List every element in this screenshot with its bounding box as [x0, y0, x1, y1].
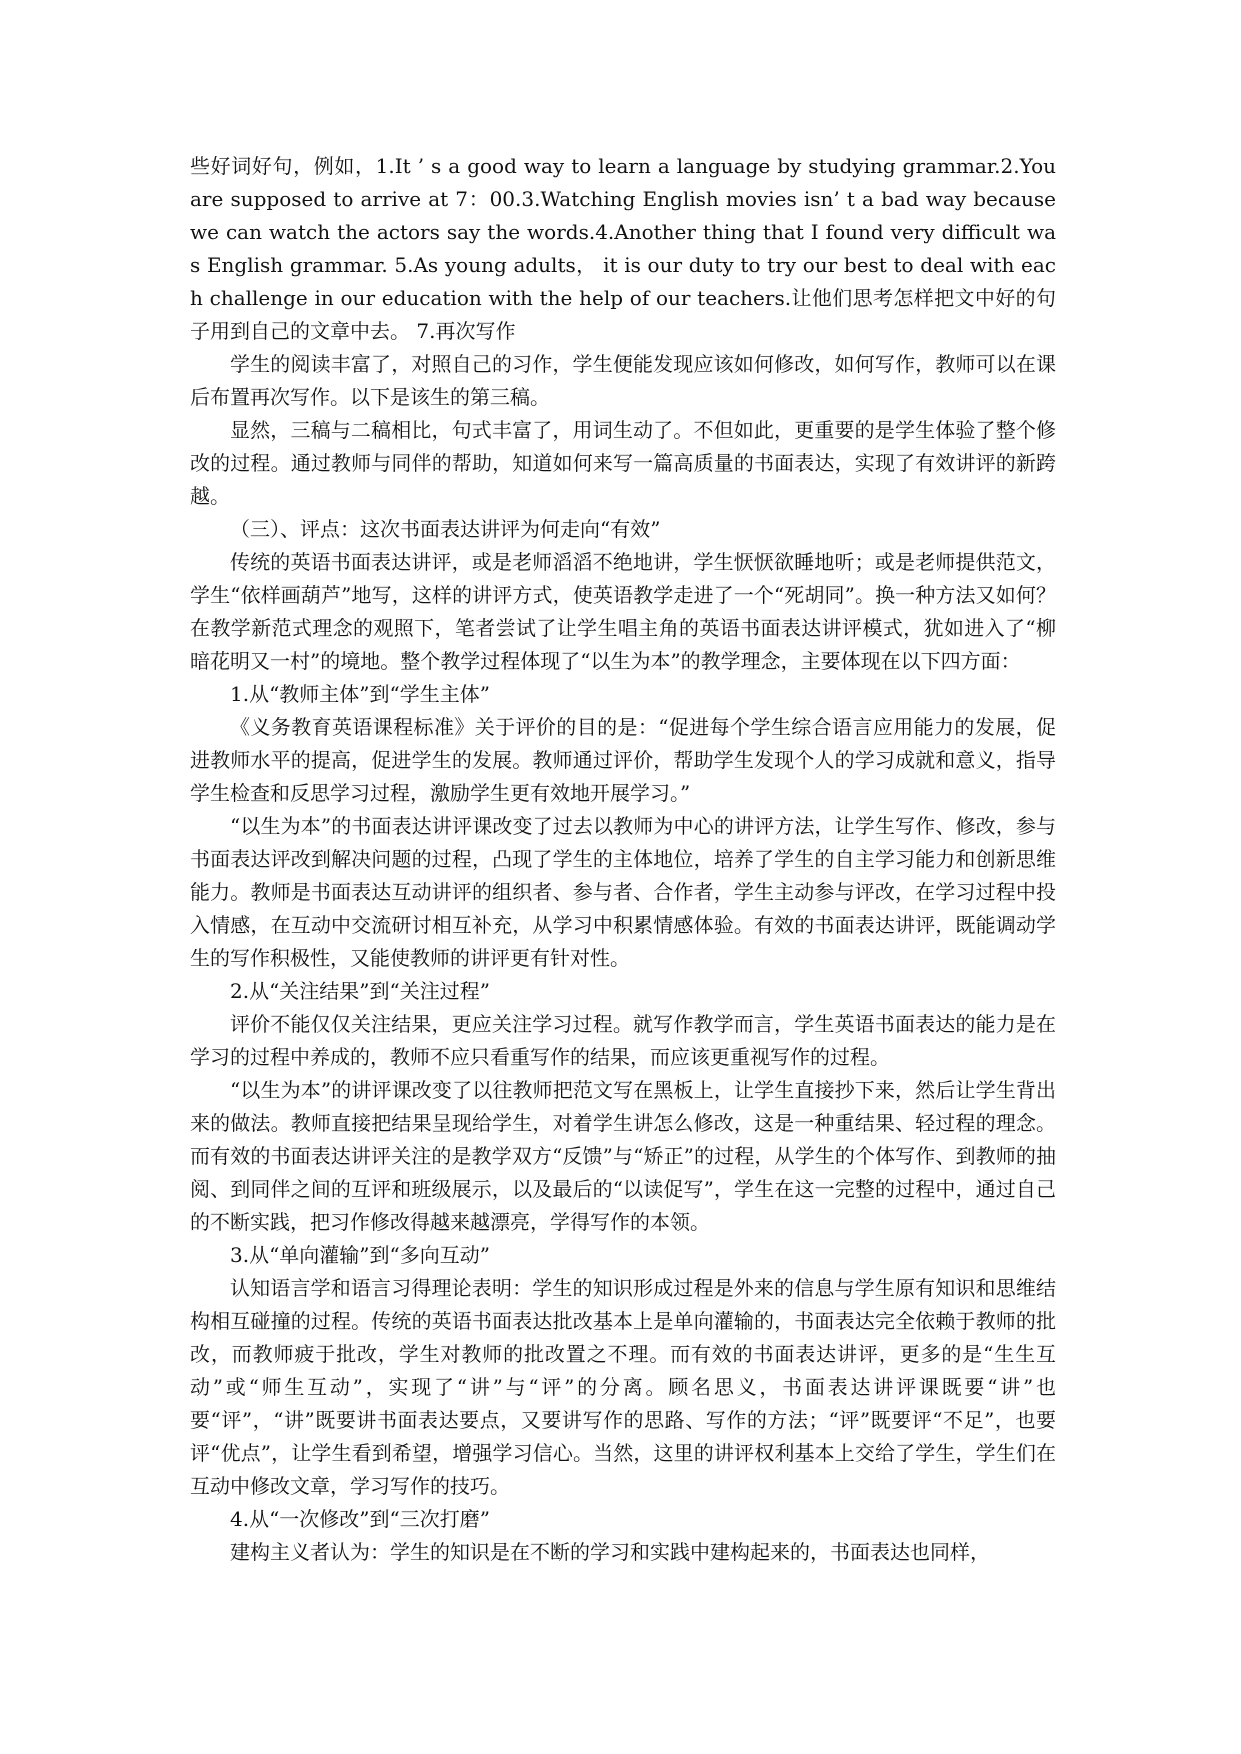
- paragraph-example-sentences: 些好词好句，例如，1.It ’ s a good way to learn a language by studying grammar.2.You are supposed to arrive at 7：00.3.Watching English movies isn’ t a bad way because we can watch the actors say the words.4.Another thing that I found very difficult was English grammar. 5.As young adults， it is our duty to try our best to deal with each challenge in our education with the help of our teachers.让他们思考怎样把文中好的句子用到自己的文章中去。 7.再次写作: [190, 154, 1056, 343]
- section-heading-comment: （三）、评点：这次书面表达讲评为何走向“有效”: [230, 517, 661, 541]
- subheading-teacher-to-student: 1.从“教师主体”到“学生主体”: [230, 682, 490, 706]
- subheading-interaction: 3.从“单向灌输”到“多向互动”: [230, 1243, 490, 1267]
- paragraph-constructivism: 建构主义者认为：学生的知识是在不断的学习和实践中建构起来的，书面表达也同样，: [230, 1540, 990, 1564]
- document-page: [190, 150, 1056, 1569]
- paragraph-focus-process: 评价不能仅仅关注结果，更应关注学习过程。就写作教学而言，学生英语书面表达的能力是在学习的过程中养成的，教师不应只看重写作的结果，而应该更重视写作的过程。: [190, 1012, 1056, 1069]
- paragraph-traditional-method: 传统的英语书面表达讲评，或是老师滔滔不绝地讲，学生恹恹欲睡地听；或是老师提供范文，学生“依样画葫芦”地写，这样的讲评方式，使英语教学走进了一个“死胡同”。换一种方法又如何？在教学新范式理念的观照下，笔者尝试了让学生唱主角的英语书面表达讲评模式，犹如进入了“柳暗花明又一村”的境地。整个教学过程体现了“以生为本”的教学理念，主要体现在以下四方面：: [190, 550, 1056, 673]
- paragraph-third-draft: 显然，三稿与二稿相比，句式丰富了，用词生动了。不但如此，更重要的是学生体验了整个修改的过程。通过教师与同伴的帮助，知道如何来写一篇高质量的书面表达，实现了有效讲评的新跨越。: [190, 418, 1056, 508]
- paragraph-rewrite-after-reading: 学生的阅读丰富了，对照自己的习作，学生便能发现应该如何修改，如何写作，教师可以在课后布置再次写作。以下是该生的第三稿。: [190, 352, 1056, 409]
- paragraph-interaction: 认知语言学和语言习得理论表明：学生的知识形成过程是外来的信息与学生原有知识和思维结构相互碰撞的过程。传统的英语书面表达批改基本上是单向灌输的，书面表达完全依赖于教师的批改，而教师疲于批改，学生对教师的批改置之不理。而有效的书面表达讲评，更多的是“生生互动”或“师生互动”，实现了“讲”与“评”的分离。顾名思义，书面表达讲评课既要“讲”也要“评”，“讲”既要讲书面表达要点，又要讲写作的思路、写作的方法；“评”既要评“不足”，也要评“优点”，让学生看到希望，增强学习信心。当然，这里的讲评权利基本上交给了学生，学生们在互动中修改文章，学习写作的技巧。: [190, 1276, 1056, 1498]
- paragraph-student-centered: “以生为本”的书面表达讲评课改变了过去以教师为中心的讲评方法，让学生写作、修改，参与书面表达评改到解决问题的过程，凸现了学生的主体地位，培养了学生的自主学习能力和创新思维能力。教师是书面表达互动讲评的组织者、参与者、合作者，学生主动参与评改，在学习过程中投入情感，在互动中交流研讨相互补充，从学习中积累情感体验。有效的书面表达讲评，既能调动学生的写作积极性，又能使教师的讲评更有针对性。: [190, 814, 1056, 970]
- subheading-three-revisions: 4.从“一次修改”到“三次打磨”: [230, 1507, 490, 1531]
- subheading-result-to-process: 2.从“关注结果”到“关注过程”: [230, 979, 490, 1003]
- paragraph-curriculum-standard: 《义务教育英语课程标准》关于评价的目的是：“促进每个学生综合语言应用能力的发展，促进教师水平的提高，促进学生的发展。教师通过评价，帮助学生发现个人的学习成就和意义，指导学生检查和反思学习过程，激励学生更有效地开展学习。”: [190, 715, 1056, 805]
- paragraph-process-details: “以生为本”的讲评课改变了以往教师把范文写在黑板上，让学生直接抄下来，然后让学生背出来的做法。教师直接把结果呈现给学生，对着学生讲怎么修改，这是一种重结果、轻过程的理念。而有效的书面表达讲评关注的是教学双方“反馈”与“矫正”的过程，从学生的个体写作、到教师的抽阅、到同伴之间的互评和班级展示，以及最后的“以读促写”，学生在这一完整的过程中，通过自己的不断实践，把习作修改得越来越漂亮，学得写作的本领。: [190, 1078, 1056, 1234]
